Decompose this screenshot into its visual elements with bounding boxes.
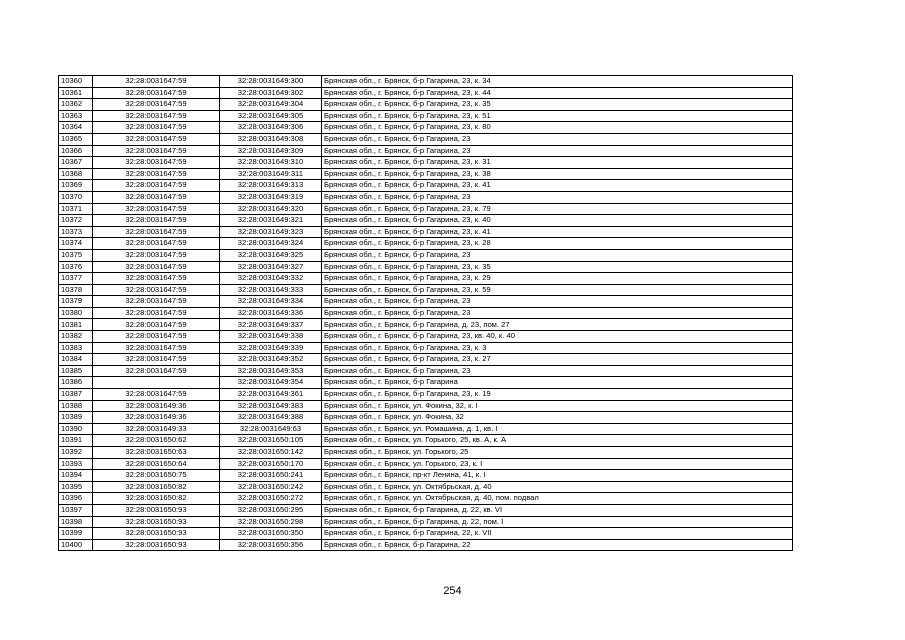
registry-table-body (59, 76, 793, 551)
row-number-cell: 10388 (59, 400, 93, 412)
row-number-cell: 10378 (59, 284, 93, 296)
object-cadastral-number-cell: 32:28:0031649:325 (220, 249, 322, 261)
table-row (59, 470, 793, 482)
address-cell: Брянская обл., г. Брянск, ул. Фокина, 32 (322, 412, 793, 424)
row-number-cell: 10380 (59, 307, 93, 319)
address-cell: Брянская обл., г. Брянск, б-р Гагарина, 23, к. 80 (322, 122, 793, 134)
address-cell: Брянская обл., г. Брянск, б-р Гагарина, 23 (322, 307, 793, 319)
table-row (59, 203, 793, 215)
row-number-cell: 10385 (59, 365, 93, 377)
table-row (59, 215, 793, 227)
object-cadastral-number-cell: 32:28:0031649:304 (220, 99, 322, 111)
table-row (59, 168, 793, 180)
object-cadastral-number-cell: 32:28:0031649:339 (220, 342, 322, 354)
row-number-cell: 10387 (59, 389, 93, 401)
table-row (59, 226, 793, 238)
row-number-cell: 10382 (59, 331, 93, 343)
table-row (59, 145, 793, 157)
land-cadastral-number-cell: 32:28:0031647:59 (93, 319, 220, 331)
object-cadastral-number-cell: 32:28:0031650:170 (220, 458, 322, 470)
address-cell: Брянская обл., г. Брянск, ул. Горького, 25 (322, 447, 793, 459)
table-row (59, 377, 793, 389)
object-cadastral-number-cell: 32:28:0031649:353 (220, 365, 322, 377)
table-row (59, 504, 793, 516)
address-cell: Брянская обл., г. Брянск, б-р Гагарина, 23, кв. 40, к. 40 (322, 331, 793, 343)
table-row (59, 365, 793, 377)
object-cadastral-number-cell: 32:28:0031649:334 (220, 296, 322, 308)
land-cadastral-number-cell: 32:28:0031647:59 (93, 133, 220, 145)
registry-table (58, 75, 793, 551)
land-cadastral-number-cell: 32:28:0031647:59 (93, 203, 220, 215)
table-row (59, 157, 793, 169)
row-number-cell: 10389 (59, 412, 93, 424)
land-cadastral-number-cell: 32:28:0031647:59 (93, 168, 220, 180)
address-cell: Брянская обл., г. Брянск, б-р Гагарина, 23, к. 35 (322, 261, 793, 273)
row-number-cell: 10368 (59, 168, 93, 180)
address-cell: Брянская обл., г. Брянск, б-р Гагарина, д. 22, пом. I (322, 516, 793, 528)
land-cadastral-number-cell: 32:28:0031649:33 (93, 423, 220, 435)
address-cell: Брянская обл., г. Брянск, б-р Гагарина, 23, к. 79 (322, 203, 793, 215)
table-row (59, 273, 793, 285)
land-cadastral-number-cell: 32:28:0031647:59 (93, 122, 220, 134)
land-cadastral-number-cell: 32:28:0031647:59 (93, 354, 220, 366)
table-row (59, 528, 793, 540)
object-cadastral-number-cell: 32:28:0031649:309 (220, 145, 322, 157)
row-number-cell: 10390 (59, 423, 93, 435)
object-cadastral-number-cell: 32:28:0031650:272 (220, 493, 322, 505)
land-cadastral-number-cell: 32:28:0031647:59 (93, 191, 220, 203)
row-number-cell: 10399 (59, 528, 93, 540)
land-cadastral-number-cell: 32:28:0031647:59 (93, 331, 220, 343)
row-number-cell: 10367 (59, 157, 93, 169)
address-cell: Брянская обл., г. Брянск, ул. Горького, 25, кв. А, к. А (322, 435, 793, 447)
address-cell: Брянская обл., г. Брянск, б-р Гагарина, 23, к. 40 (322, 215, 793, 227)
row-number-cell: 10391 (59, 435, 93, 447)
land-cadastral-number-cell: 32:28:0031647:59 (93, 284, 220, 296)
object-cadastral-number-cell: 32:28:0031649:333 (220, 284, 322, 296)
object-cadastral-number-cell: 32:28:0031649:336 (220, 307, 322, 319)
address-cell: Брянская обл., г. Брянск, б-р Гагарина, 23, к. 28 (322, 238, 793, 250)
table-row (59, 99, 793, 111)
table-row (59, 180, 793, 192)
land-cadastral-number-cell: 32:28:0031647:59 (93, 145, 220, 157)
row-number-cell: 10395 (59, 481, 93, 493)
address-cell: Брянская обл., г. Брянск, б-р Гагарина, 23, к. 44 (322, 87, 793, 99)
object-cadastral-number-cell: 32:28:0031649:324 (220, 238, 322, 250)
object-cadastral-number-cell: 32:28:0031649:319 (220, 191, 322, 203)
row-number-cell: 10363 (59, 110, 93, 122)
table-row (59, 261, 793, 273)
land-cadastral-number-cell: 32:28:0031649:36 (93, 412, 220, 424)
land-cadastral-number-cell: 32:28:0031647:59 (93, 261, 220, 273)
address-cell: Брянская обл., г. Брянск, ул. Фокина, 32, к. I (322, 400, 793, 412)
land-cadastral-number-cell: 32:28:0031650:93 (93, 516, 220, 528)
address-cell: Брянская обл., г. Брянск, ул. Октябрьская, д. 40, пом. подвал (322, 493, 793, 505)
object-cadastral-number-cell: 32:28:0031649:332 (220, 273, 322, 285)
land-cadastral-number-cell: 32:28:0031650:82 (93, 493, 220, 505)
object-cadastral-number-cell: 32:28:0031649:354 (220, 377, 322, 389)
address-cell: Брянская обл., г. Брянск, б-р Гагарина, 23, к. 27 (322, 354, 793, 366)
address-cell: Брянская обл., г. Брянск, б-р Гагарина, 23, к. 19 (322, 389, 793, 401)
row-number-cell: 10393 (59, 458, 93, 470)
land-cadastral-number-cell (93, 377, 220, 389)
object-cadastral-number-cell: 32:28:0031650:142 (220, 447, 322, 459)
row-number-cell: 10373 (59, 226, 93, 238)
land-cadastral-number-cell: 32:28:0031650:64 (93, 458, 220, 470)
row-number-cell: 10381 (59, 319, 93, 331)
object-cadastral-number-cell: 32:28:0031649:313 (220, 180, 322, 192)
address-cell: Брянская обл., г. Брянск, б-р Гагарина, 23 (322, 145, 793, 157)
table-row (59, 354, 793, 366)
row-number-cell: 10386 (59, 377, 93, 389)
row-number-cell: 10374 (59, 238, 93, 250)
address-cell: Брянская обл., г. Брянск, пр-кт Ленина, 41, к. I (322, 470, 793, 482)
table-row (59, 400, 793, 412)
table-row (59, 458, 793, 470)
land-cadastral-number-cell: 32:28:0031647:59 (93, 365, 220, 377)
row-number-cell: 10377 (59, 273, 93, 285)
row-number-cell: 10370 (59, 191, 93, 203)
object-cadastral-number-cell: 32:28:0031649:388 (220, 412, 322, 424)
land-cadastral-number-cell: 32:28:0031647:59 (93, 87, 220, 99)
land-cadastral-number-cell: 32:28:0031650:75 (93, 470, 220, 482)
table-row (59, 412, 793, 424)
table-row (59, 110, 793, 122)
land-cadastral-number-cell: 32:28:0031647:59 (93, 342, 220, 354)
land-cadastral-number-cell: 32:28:0031647:59 (93, 110, 220, 122)
land-cadastral-number-cell: 32:28:0031647:59 (93, 389, 220, 401)
table-row (59, 516, 793, 528)
object-cadastral-number-cell: 32:28:0031649:383 (220, 400, 322, 412)
object-cadastral-number-cell: 32:28:0031649:310 (220, 157, 322, 169)
address-cell: Брянская обл., г. Брянск, ул. Октябрьская, д. 40 (322, 481, 793, 493)
address-cell: Брянская обл., г. Брянск, б-р Гагарина, 23 (322, 133, 793, 145)
land-cadastral-number-cell: 32:28:0031650:63 (93, 447, 220, 459)
object-cadastral-number-cell: 32:28:0031649:327 (220, 261, 322, 273)
table-row (59, 284, 793, 296)
table-row (59, 539, 793, 551)
table-row (59, 447, 793, 459)
land-cadastral-number-cell: 32:28:0031647:59 (93, 273, 220, 285)
page-number: 254 (443, 585, 462, 597)
table-row (59, 87, 793, 99)
row-number-cell: 10392 (59, 447, 93, 459)
address-cell: Брянская обл., г. Брянск, б-р Гагарина, 23, к. 59 (322, 284, 793, 296)
address-cell: Брянская обл., г. Брянск, б-р Гагарина, 23 (322, 296, 793, 308)
land-cadastral-number-cell: 32:28:0031650:93 (93, 528, 220, 540)
object-cadastral-number-cell: 32:28:0031650:356 (220, 539, 322, 551)
address-cell: Брянская обл., г. Брянск, б-р Гагарина, 23 (322, 365, 793, 377)
table-row (59, 319, 793, 331)
row-number-cell: 10398 (59, 516, 93, 528)
land-cadastral-number-cell: 32:28:0031647:59 (93, 180, 220, 192)
address-cell: Брянская обл., г. Брянск, б-р Гагарина, 23, к. 35 (322, 99, 793, 111)
object-cadastral-number-cell: 32:28:0031649:361 (220, 389, 322, 401)
table-row (59, 307, 793, 319)
address-cell: Брянская обл., г. Брянск, б-р Гагарина, 23, к. 34 (322, 76, 793, 88)
address-cell: Брянская обл., г. Брянск, б-р Гагарина, 22, к. VII (322, 528, 793, 540)
row-number-cell: 10371 (59, 203, 93, 215)
land-cadastral-number-cell: 32:28:0031647:59 (93, 307, 220, 319)
table-row (59, 423, 793, 435)
land-cadastral-number-cell: 32:28:0031647:59 (93, 249, 220, 261)
land-cadastral-number-cell: 32:28:0031647:59 (93, 296, 220, 308)
row-number-cell: 10383 (59, 342, 93, 354)
land-cadastral-number-cell: 32:28:0031647:59 (93, 157, 220, 169)
land-cadastral-number-cell: 32:28:0031650:62 (93, 435, 220, 447)
object-cadastral-number-cell: 32:28:0031649:352 (220, 354, 322, 366)
row-number-cell: 10375 (59, 249, 93, 261)
row-number-cell: 10361 (59, 87, 93, 99)
table-row (59, 435, 793, 447)
table-row (59, 122, 793, 134)
object-cadastral-number-cell: 32:28:0031649:323 (220, 226, 322, 238)
row-number-cell: 10365 (59, 133, 93, 145)
address-cell: Брянская обл., г. Брянск, б-р Гагарина, 23, к. 41 (322, 226, 793, 238)
table-row (59, 249, 793, 261)
row-number-cell: 10379 (59, 296, 93, 308)
table-row (59, 342, 793, 354)
row-number-cell: 10400 (59, 539, 93, 551)
object-cadastral-number-cell: 32:28:0031650:295 (220, 504, 322, 516)
row-number-cell: 10384 (59, 354, 93, 366)
land-cadastral-number-cell: 32:28:0031650:93 (93, 539, 220, 551)
object-cadastral-number-cell: 32:28:0031650:350 (220, 528, 322, 540)
object-cadastral-number-cell: 32:28:0031649:321 (220, 215, 322, 227)
row-number-cell: 10366 (59, 145, 93, 157)
address-cell: Брянская обл., г. Брянск, б-р Гагарина, 23 (322, 191, 793, 203)
address-cell: Брянская обл., г. Брянск, ул. Горького, 23, к. I (322, 458, 793, 470)
object-cadastral-number-cell: 32:28:0031649:302 (220, 87, 322, 99)
land-cadastral-number-cell: 32:28:0031647:59 (93, 215, 220, 227)
row-number-cell: 10364 (59, 122, 93, 134)
row-number-cell: 10362 (59, 99, 93, 111)
object-cadastral-number-cell: 32:28:0031649:337 (220, 319, 322, 331)
land-cadastral-number-cell: 32:28:0031647:59 (93, 99, 220, 111)
table-row (59, 389, 793, 401)
address-cell: Брянская обл., г. Брянск, б-р Гагарина, 23, к. 29 (322, 273, 793, 285)
table-row (59, 191, 793, 203)
object-cadastral-number-cell: 32:28:0031649:320 (220, 203, 322, 215)
land-cadastral-number-cell: 32:28:0031649:36 (93, 400, 220, 412)
table-row (59, 238, 793, 250)
object-cadastral-number-cell: 32:28:0031650:242 (220, 481, 322, 493)
address-cell: Брянская обл., г. Брянск, б-р Гагарина, 23, к. 41 (322, 180, 793, 192)
object-cadastral-number-cell: 32:28:0031649:306 (220, 122, 322, 134)
address-cell: Брянская обл., г. Брянск, ул. Ромашина, д. 1, кв. I (322, 423, 793, 435)
address-cell: Брянская обл., г. Брянск, б-р Гагарина, 23, к. 3 (322, 342, 793, 354)
object-cadastral-number-cell: 32:28:0031649:338 (220, 331, 322, 343)
row-number-cell: 10369 (59, 180, 93, 192)
row-number-cell: 10397 (59, 504, 93, 516)
object-cadastral-number-cell: 32:28:0031649:63 (220, 423, 322, 435)
row-number-cell: 10396 (59, 493, 93, 505)
address-cell: Брянская обл., г. Брянск, б-р Гагарина, д. 23, пом. 27 (322, 319, 793, 331)
object-cadastral-number-cell: 32:28:0031650:105 (220, 435, 322, 447)
table-row (59, 331, 793, 343)
table-row (59, 76, 793, 88)
address-cell: Брянская обл., г. Брянск, б-р Гагарина, 23, к. 51 (322, 110, 793, 122)
row-number-cell: 10360 (59, 76, 93, 88)
table-row (59, 296, 793, 308)
land-cadastral-number-cell: 32:28:0031650:93 (93, 504, 220, 516)
land-cadastral-number-cell: 32:28:0031647:59 (93, 76, 220, 88)
address-cell: Брянская обл., г. Брянск, б-р Гагарина (322, 377, 793, 389)
object-cadastral-number-cell: 32:28:0031649:305 (220, 110, 322, 122)
table-row (59, 133, 793, 145)
table-row (59, 493, 793, 505)
object-cadastral-number-cell: 32:28:0031650:298 (220, 516, 322, 528)
table-row (59, 481, 793, 493)
address-cell: Брянская обл., г. Брянск, б-р Гагарина, д. 22, кв. VI (322, 504, 793, 516)
row-number-cell: 10372 (59, 215, 93, 227)
address-cell: Брянская обл., г. Брянск, б-р Гагарина, 22 (322, 539, 793, 551)
object-cadastral-number-cell: 32:28:0031650:241 (220, 470, 322, 482)
land-cadastral-number-cell: 32:28:0031647:59 (93, 238, 220, 250)
address-cell: Брянская обл., г. Брянск, б-р Гагарина, 23 (322, 249, 793, 261)
row-number-cell: 10376 (59, 261, 93, 273)
object-cadastral-number-cell: 32:28:0031649:308 (220, 133, 322, 145)
address-cell: Брянская обл., г. Брянск, б-р Гагарина, 23, к. 31 (322, 157, 793, 169)
row-number-cell: 10394 (59, 470, 93, 482)
address-cell: Брянская обл., г. Брянск, б-р Гагарина, 23, к. 38 (322, 168, 793, 180)
object-cadastral-number-cell: 32:28:0031649:300 (220, 76, 322, 88)
land-cadastral-number-cell: 32:28:0031647:59 (93, 226, 220, 238)
land-cadastral-number-cell: 32:28:0031650:82 (93, 481, 220, 493)
object-cadastral-number-cell: 32:28:0031649:311 (220, 168, 322, 180)
